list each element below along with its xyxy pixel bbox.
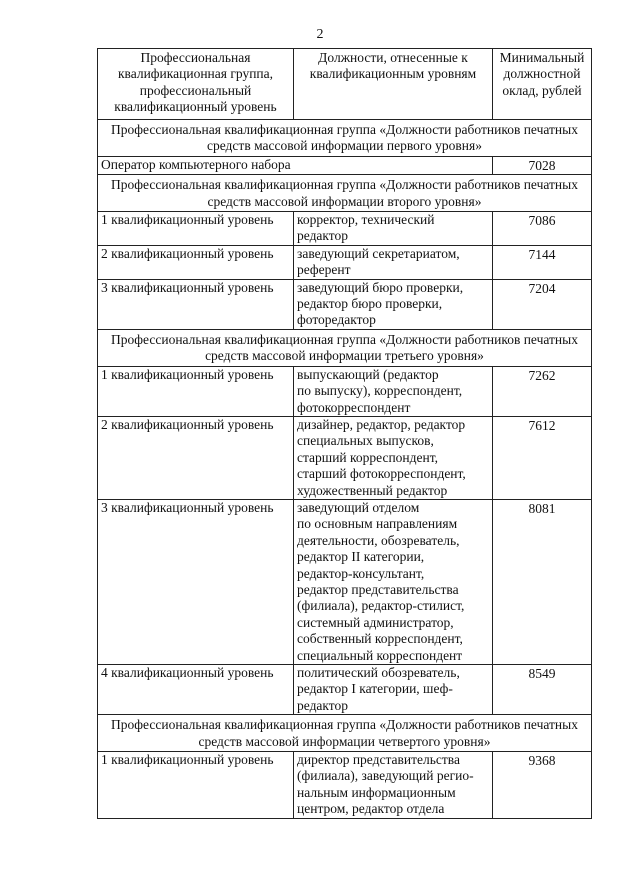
table-header-row (98, 49, 592, 120)
salary-cell: 7612 (493, 416, 592, 499)
positions-cell: заведующий бюро проверки, редактор бюро проверки, фоторедактор (294, 279, 493, 329)
level-cell: 1 квалификационный уровень (98, 212, 294, 246)
positions-cell: выпускающий (редактор по выпуску), корреспондент, фотокорреспондент (294, 366, 493, 416)
salary-cell: 9368 (493, 752, 592, 819)
header-salary: Минимальный должностной оклад, рублей (493, 49, 592, 120)
level-cell: 2 квалификационный уровень (98, 245, 294, 279)
group-title-row (98, 329, 592, 366)
table-row (98, 416, 592, 499)
table-row (98, 499, 592, 664)
salary-cell: 8549 (493, 665, 592, 715)
table-row (98, 752, 592, 819)
header-positions: Должности, отнесенные к квалификационным уровням (294, 49, 493, 120)
salary-cell: 7028 (493, 156, 592, 174)
positions-cell: корректор, технический редактор (294, 212, 493, 246)
positions-cell: заведующий отделом по основным направлениям деятельности, обозреватель, редактор II категории, редактор-консультант, редактор представительства (филиала), редактор-стилист, системный администратор, собственный корреспондент, специальный корреспондент (294, 499, 493, 664)
salary-cell: 7204 (493, 279, 592, 329)
group-title: Профессиональная квалификационная группа «Должности работников печатных средств массовой информации второго уровня» (98, 175, 592, 212)
group-title: Профессиональная квалификационная группа «Должности работников печатных средств массовой информации третьего уровня» (98, 329, 592, 366)
group-title-row (98, 715, 592, 752)
group-title-row (98, 120, 592, 157)
level-cell: 3 квалификационный уровень (98, 279, 294, 329)
level-cell: 1 квалификационный уровень (98, 752, 294, 819)
salary-cell: 7086 (493, 212, 592, 246)
group-title: Профессиональная квалификационная группа «Должности работников печатных средств массовой информации четвертого уровня» (98, 715, 592, 752)
level-cell: 1 квалификационный уровень (98, 366, 294, 416)
table-row (98, 156, 592, 174)
salary-cell: 7262 (493, 366, 592, 416)
positions-cell: заведующий секретариатом, референт (294, 245, 493, 279)
level-cell: 2 квалификационный уровень (98, 416, 294, 499)
position-cell: Оператор компьютерного набора (98, 156, 493, 174)
table-row (98, 665, 592, 715)
positions-cell: дизайнер, редактор, редактор специальных выпусков, старший корреспондент, старший фотокорреспондент, художественный редактор (294, 416, 493, 499)
salary-cell: 8081 (493, 499, 592, 664)
table-row (98, 212, 592, 246)
positions-cell: политический обозреватель, редактор I категории, шеф- редактор (294, 665, 493, 715)
positions-cell: директор представительства (филиала), заведующий регио- нальным информационным центром, редактор отдела (294, 752, 493, 819)
table-row (98, 245, 592, 279)
group-title: Профессиональная квалификационная группа «Должности работников печатных средств массовой информации первого уровня» (98, 120, 592, 157)
header-group-level: Профессиональная квалификационная группа, профессиональный квалификационный уровень (98, 49, 294, 120)
salary-table (97, 48, 592, 819)
table-row (98, 279, 592, 329)
page-number: 2 (316, 27, 324, 42)
table-row (98, 366, 592, 416)
level-cell: 3 квалификационный уровень (98, 499, 294, 664)
level-cell: 4 квалификационный уровень (98, 665, 294, 715)
group-title-row (98, 175, 592, 212)
salary-cell: 7144 (493, 245, 592, 279)
